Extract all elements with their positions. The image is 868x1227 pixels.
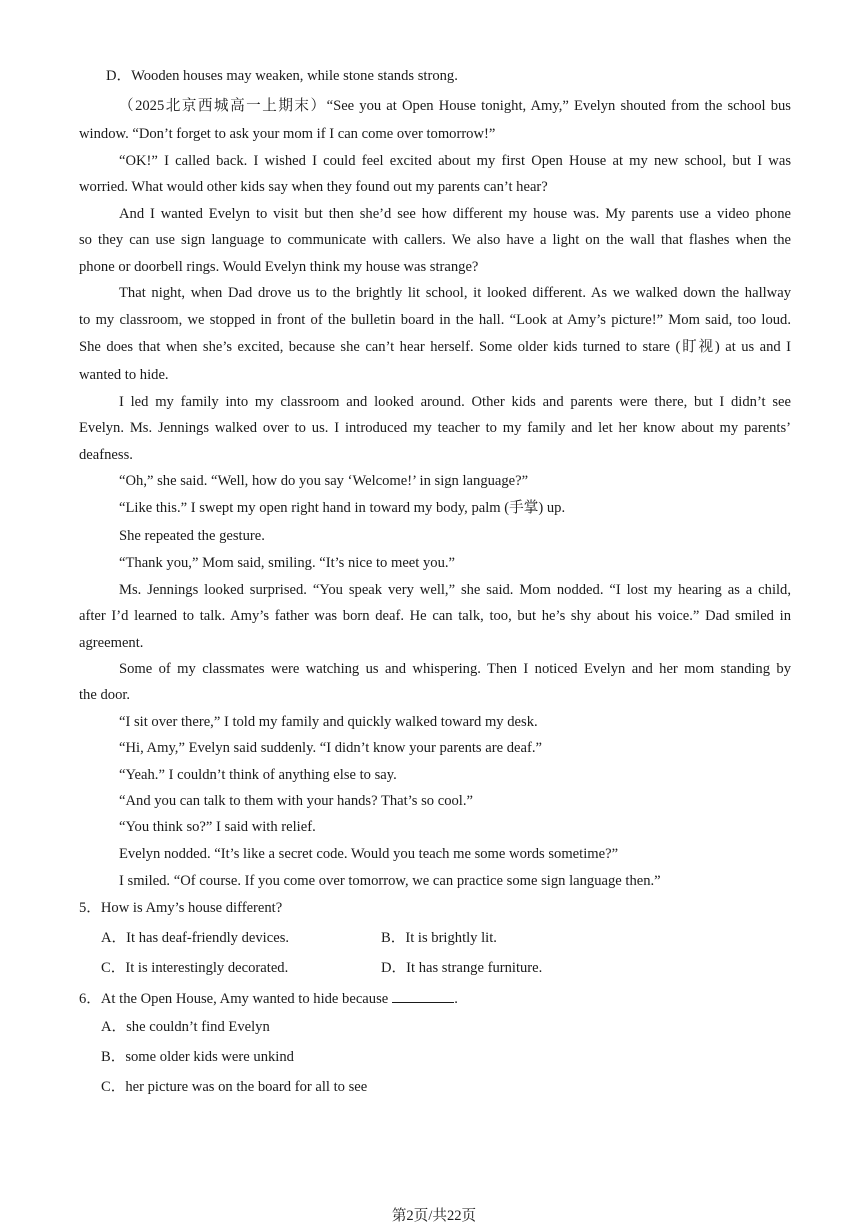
passage-line: “Thank you,” Mom said, smiling. “It’s nice to meet you.” [119, 555, 455, 571]
passage-line: phone or doorbell rings. Would Evelyn think my house was strange? [79, 259, 479, 275]
passage-line: “Yeah.” I couldn’t think of anything else to say. [119, 767, 397, 783]
passage-line: “Like this.” I swept my open right hand in toward my body, palm (手掌) up. [119, 500, 566, 516]
passage-line: “Oh,” she said. “Well, how do you say ‘Welcome!’ in sign language?” [119, 473, 529, 489]
passage-line: Evelyn nodded. “It’s like a secret code. Would you teach me some words sometime?” [119, 846, 619, 862]
question-6-option-c[interactable]: C．her picture was on the board for all to see [101, 1079, 368, 1095]
passage-line: worried. What would other kids say when they found out my parents can’t hear? [79, 179, 548, 195]
passage-line: I led my family into my classroom and looked around. Other kids and parents were there, but I didn’t see [119, 394, 791, 410]
question-6-option-a[interactable]: A．she couldn’t find Evelyn [101, 1019, 270, 1035]
passage-line: after I’d learned to talk. Amy’s father was born deaf. He can talk, too, but he’s shy about his voice.” Dad smiled in [79, 608, 791, 624]
passage-line: And I wanted Evelyn to visit but then she’d see how different my house was. My parents use a video phone [119, 206, 791, 222]
question-5-option-b[interactable]: B．It is brightly lit. [381, 930, 497, 946]
passage-line: agreement. [79, 635, 144, 651]
passage-line: wanted to hide. [79, 367, 169, 383]
passage-line: Some of my classmates were watching us and whispering. Then I noticed Evelyn and her mom standing by [119, 661, 791, 677]
source-tag: （2025北京西城高一上期末） [119, 98, 327, 114]
passage-line: Evelyn. Ms. Jennings walked over to us. I introduced my teacher to my family and let her know about my parents’ [79, 420, 791, 436]
answer-blank [392, 988, 454, 1003]
question-5-stem: 5．How is Amy’s house different? [79, 900, 283, 916]
passage-line: “I sit over there,” I told my family and quickly walked toward my desk. [119, 714, 538, 730]
previous-option-d: D．Wooden houses may weaken, while stone stands strong. [106, 68, 458, 84]
passage-line: the door. [79, 687, 131, 703]
passage-line [119, 97, 791, 115]
passage-line: window. “Don’t forget to ask your mom if I can come over tomorrow!” [79, 126, 496, 142]
passage-line: “OK!” I called back. I wished I could feel excited about my first Open House at my new school, but I was [119, 153, 791, 169]
passage-line: She repeated the gesture. [119, 528, 265, 544]
passage-text: “See you at Open House tonight, Amy,” Evelyn shouted from the school bus [326, 98, 791, 114]
question-5-option-d[interactable]: D．It has strange furniture. [381, 960, 543, 976]
passage-line: I smiled. “Of course. If you come over tomorrow, we can practice some sign language then.” [119, 873, 661, 889]
question-6-stem-text: 6．At the Open House, Amy wanted to hide because [79, 991, 389, 1007]
passage-line: That night, when Dad drove us to the brightly lit school, it looked different. As we walked down the hallway [119, 285, 791, 301]
question-6-stem-end: . [454, 991, 458, 1007]
question-6-stem [79, 988, 458, 1008]
passage-line: “Hi, Amy,” Evelyn said suddenly. “I didn’t know your parents are deaf.” [119, 740, 542, 756]
question-6-option-b[interactable]: B．some older kids were unkind [101, 1049, 294, 1065]
passage-line: so they can use sign language to communicate with callers. We also have a light on the wall that flashes when the [79, 232, 791, 248]
passage-line: deafness. [79, 447, 133, 463]
passage-line: to my classroom, we stopped in front of the bulletin board in the hall. “Look at Amy’s picture!” Mom said, too loud. [79, 312, 791, 328]
passage-line: “You think so?” I said with relief. [119, 819, 316, 835]
question-5-option-c[interactable]: C．It is interestingly decorated. [101, 960, 289, 976]
passage-line: “And you can talk to them with your hands? That’s so cool.” [119, 793, 473, 809]
page-number: 第2页/共22页 [391, 1208, 477, 1224]
passage-line: Ms. Jennings looked surprised. “You speak very well,” she said. Mom nodded. “I lost my hearing as a child, [119, 582, 791, 598]
passage-line: She does that when she’s excited, because she can’t hear herself. Some older kids turned to stare (盯视) at us and I [79, 339, 791, 355]
question-5-option-a[interactable]: A．It has deaf-friendly devices. [101, 930, 290, 946]
